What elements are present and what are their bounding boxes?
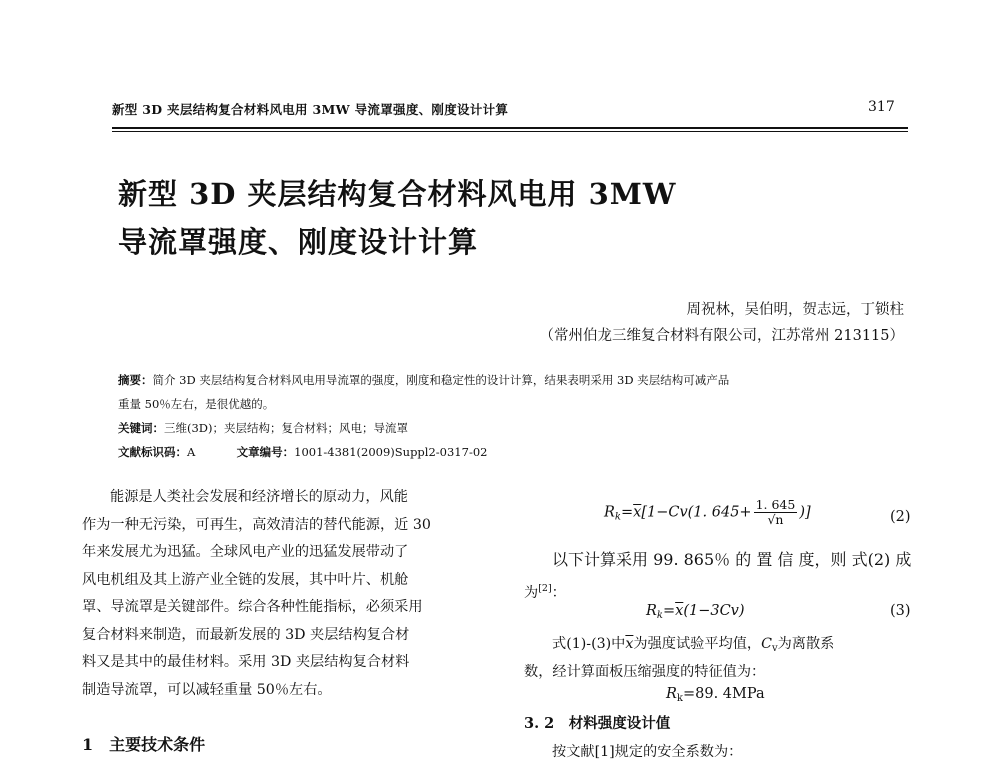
header-rule-thick — [112, 127, 908, 129]
para-line: 复合材料来制造，而最新发展的 3D 夹层结构复合材 — [82, 626, 410, 643]
para-line: 料又是其中的最佳材料。采用 3D 夹层结构复合材料 — [82, 654, 410, 670]
para-line: 制造导流罩，可以减轻重量 50％左右。 — [82, 681, 332, 698]
eq3-rhs: (1−3Cv) — [683, 603, 745, 619]
text-fragment: 为强度试验平均值， — [633, 636, 762, 652]
para-line: 年来发展尤为迅猛。全球风电产业的迅猛发展带动了 — [82, 544, 409, 560]
equation-2 — [604, 498, 811, 527]
eq3-lhs-sub: k — [656, 610, 663, 621]
eq2-lhs-sub: k — [614, 511, 621, 523]
citation-ref: [2] — [538, 583, 552, 594]
text-fragment: 式(1)-(3)中 — [552, 636, 626, 652]
text-line-definitions — [552, 631, 834, 663]
para-line: 能源是人类社会发展和经济增长的原动力，风能 — [110, 489, 408, 505]
eq3-equals: = — [662, 603, 676, 619]
eq4-lhs: R — [666, 686, 677, 702]
article-number-label: 文章编号： — [236, 445, 295, 459]
eq2-frac-numerator: 1. 645 — [755, 497, 796, 512]
paper-title — [118, 170, 676, 266]
eq3-lhs: R — [646, 603, 657, 619]
eq2-close: )] — [799, 504, 811, 521]
eq2-xbar: $\overline{x}$ — [633, 504, 642, 521]
text-fragment: 为离散系 — [777, 636, 835, 652]
running-header-title: 新型 3D 夹层结构复合材料风电用 3MW 导流罩强度、刚度设计计算 — [112, 102, 509, 117]
eq4-rhs: =89. 4MPa — [682, 686, 765, 702]
title-line-1: 新型 3D 夹层结构复合材料风电用 3MW — [118, 177, 677, 211]
eq2-frac-denominator: √n — [767, 512, 784, 527]
text-line — [524, 659, 765, 687]
eq2-fraction — [754, 498, 798, 527]
section-heading-3-2: 3. 2 材料强度设计值 — [524, 715, 671, 732]
header-rule-thin — [112, 131, 908, 132]
text-fragment: ： — [551, 585, 566, 601]
intro-paragraph — [82, 484, 494, 704]
document-codes — [118, 442, 898, 462]
text-line — [552, 739, 742, 767]
cv-subscript: v — [771, 643, 778, 654]
author-list: 周祝林，吴伯明，贺志远，丁锁柱 — [686, 302, 904, 318]
author-affiliation: （常州伯龙三维复合材料有限公司，江苏常州 213115） — [539, 328, 904, 344]
abstract-continuation — [118, 394, 898, 414]
abstract-text-line-2: 重量 50％左右，是很优越的。 — [118, 397, 275, 411]
page-number: 317 — [868, 99, 895, 115]
abstract-label: 摘要： — [118, 373, 153, 387]
para-line: 罩、导流罩是关键部件。综合各种性能指标，必须采用 — [82, 599, 423, 615]
eq4-lhs-sub: k — [676, 693, 683, 704]
text-fragment: 按文献[1]规定的安全系数为： — [552, 744, 743, 760]
keywords-label: 关键词： — [118, 421, 164, 435]
eq2-lhs: R — [604, 504, 615, 521]
para-line: 风电机组及其上游产业全链的发展，其中叶片、机舱 — [82, 571, 409, 588]
doc-code-value: A — [187, 445, 196, 459]
abstract — [118, 370, 898, 390]
title-line-2: 导流罩强度、刚度设计计算 — [118, 225, 479, 259]
section-heading-1: 1 主要技术条件 — [82, 735, 206, 754]
text-line: 以下计算采用 99. 865％ 的 置 信 度，则 式(2) 成 — [552, 550, 912, 569]
eq3-xbar: $\overline{x}$ — [675, 603, 684, 619]
eq2-equals: = — [620, 504, 634, 521]
xbar-symbol: $\overline{x}$ — [625, 636, 634, 652]
text-fragment: 为 — [524, 585, 539, 601]
equation-2-number: (2) — [890, 509, 911, 525]
equation-3-number: (3) — [890, 603, 911, 619]
doc-code-label: 文献标识码： — [118, 445, 187, 459]
equation-rk-value — [666, 686, 765, 704]
text-line-with-citation — [524, 575, 566, 608]
para-line: 作为一种无污染，可再生，高效清洁的替代能源，近 30 — [82, 516, 431, 533]
text-fragment: 数，经计算面板压缩强度的特征值为： — [524, 664, 766, 680]
eq2-middle: [1−Cv(1. 645+ — [641, 504, 752, 521]
equation-3 — [646, 603, 745, 621]
keywords — [118, 418, 898, 438]
keywords-text: 三维(3D)；夹层结构；复合材料；风电；导流罩 — [164, 421, 409, 435]
cv-symbol: C — [761, 636, 772, 652]
abstract-text-line-1: 简介 3D 夹层结构复合材料风电用导流罩的强度，刚度和稳定性的设计计算，结果表明采用 3D 夹层结构可减产品 — [152, 373, 730, 387]
article-number-value: 1001-4381(2009)Suppl2-0317-02 — [294, 445, 488, 459]
